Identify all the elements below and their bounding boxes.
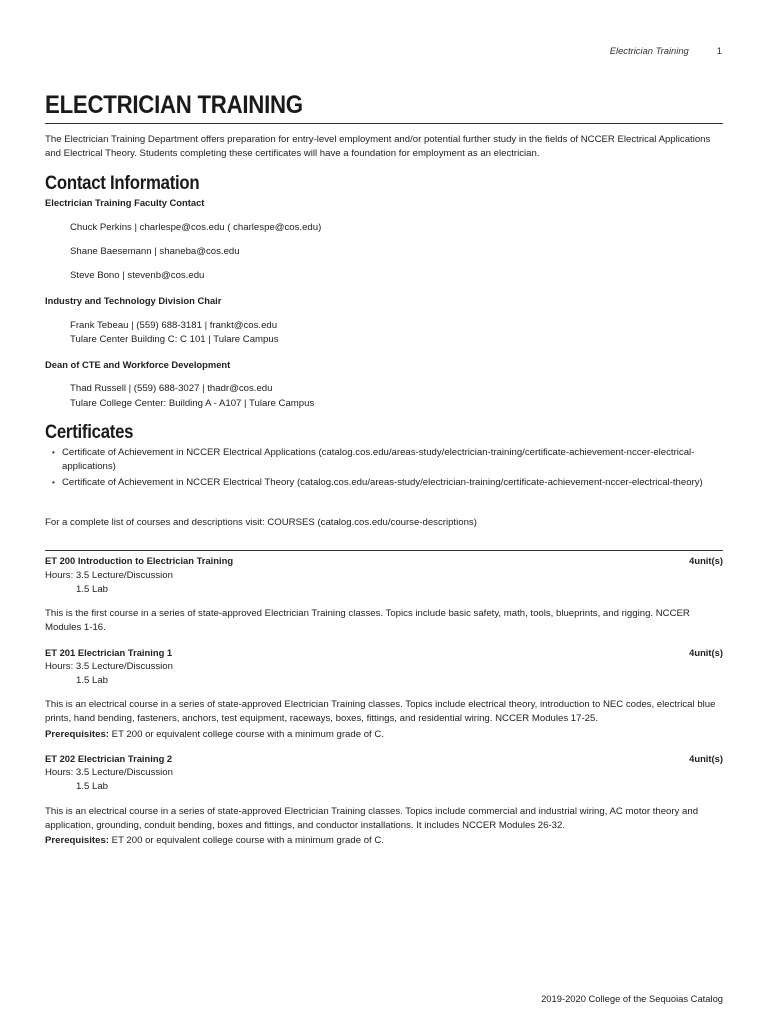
lab-line: 1.5 Lab xyxy=(76,781,109,792)
faculty-contact-2: Shane Baesemann | shaneba@cos.edu xyxy=(70,246,240,257)
course-units: 4unit(s) xyxy=(689,555,723,566)
course-description: This is an electrical course in a series of state-approved Electrician Training classes. Topics include commercial and industrial wiring, AC motor theory and application, grounding, conduit bending, boxes and fittings, and conductor installations. It includes NCCER Modules 26-32. xyxy=(45,806,699,831)
page-number: 1 xyxy=(716,45,722,56)
course-hours xyxy=(45,660,723,688)
certificates-list-wrap xyxy=(45,446,723,492)
hours-line: Hours: 3.5 Lecture/Discussion xyxy=(45,661,173,672)
course-units: 4unit(s) xyxy=(689,753,723,764)
lab-line: 1.5 Lab xyxy=(76,584,109,595)
dean-heading: Dean of CTE and Workforce Development xyxy=(45,359,231,370)
course-title: ET 201 Electrician Training 1 xyxy=(45,647,173,658)
faculty-contact-heading: Electrician Training Faculty Contact xyxy=(45,197,205,208)
title-rule xyxy=(45,123,723,124)
course-prerequisites xyxy=(45,834,723,848)
certificate-link[interactable]: Certificate of Achievement in NCCER Electrical Applications (catalog.cos.edu/areas-study/electrician-training/certificate-achievement-nccer-electrical-applications) xyxy=(62,447,695,472)
bullet-icon: • xyxy=(52,478,55,487)
page-footer: 2019-2020 College of the Sequoias Catalog xyxy=(541,993,723,1004)
division-chair-heading: Industry and Technology Division Chair xyxy=(45,295,222,306)
dean-line-2: Tulare College Center: Building A - A107 | Tulare Campus xyxy=(70,398,315,409)
prerequisites-label: Prerequisites: xyxy=(45,729,109,740)
contact-heading: Contact Information xyxy=(45,172,200,194)
course-description: This is an electrical course in a series of state-approved Electrician Training classes. Topics include electrical theory, introduction to NEC codes, electrical blue prints, hand bending, fasteners, anchors, test equipment, raceways, boxes, fittings, and residential wiring. NCCER Modules 17-25. xyxy=(45,699,716,724)
course-hours xyxy=(45,766,723,794)
course-title: ET 200 Introduction to Electrician Training xyxy=(45,555,234,566)
course-prerequisites xyxy=(45,728,723,742)
certificate-item[interactable] xyxy=(45,446,722,474)
faculty-contact-1: Chuck Perkins | charlespe@cos.edu ( charlespe@cos.edu) xyxy=(70,222,322,233)
courses-note[interactable]: For a complete list of courses and descriptions visit: COURSES (catalog.cos.edu/course-descriptions) xyxy=(45,517,477,528)
prerequisites-text: ET 200 or equivalent college course with a minimum grade of C. xyxy=(109,729,384,740)
faculty-contact-3: Steve Bono | stevenb@cos.edu xyxy=(70,270,205,281)
prerequisites-label: Prerequisites: xyxy=(45,835,109,846)
bullet-icon: • xyxy=(52,448,55,457)
lab-line: 1.5 Lab xyxy=(76,675,109,686)
page-title: ELECTRICIAN TRAINING xyxy=(45,91,303,119)
certificate-item[interactable] xyxy=(45,476,722,490)
division-chair-line-1: Frank Tebeau | (559) 688-3181 | frankt@cos.edu xyxy=(70,320,278,331)
certificates-list xyxy=(45,446,723,490)
hours-line: Hours: 3.5 Lecture/Discussion xyxy=(45,767,173,778)
division-chair-line-2: Tulare Center Building C: C 101 | Tulare Campus xyxy=(70,334,279,345)
course-title: ET 202 Electrician Training 2 xyxy=(45,753,173,764)
course-header xyxy=(45,646,723,660)
running-header-title: Electrician Training xyxy=(609,45,689,56)
course-units: 4unit(s) xyxy=(689,647,723,658)
intro-paragraph: The Electrician Training Department offers preparation for entry-level employment and/or potential further study in the fields of NCCER Electrical Applications and Electrical Theory. Students completing these certificates will have a foundation for employment as an electrician. xyxy=(45,134,711,159)
certificates-heading: Certificates xyxy=(45,421,134,443)
running-header xyxy=(610,44,722,58)
dean-line-1: Thad Russell | (559) 688-3027 | thadr@cos.edu xyxy=(70,383,273,394)
course-header xyxy=(45,554,723,568)
prerequisites-text: ET 200 or equivalent college course with a minimum grade of C. xyxy=(109,835,384,846)
course-hours xyxy=(45,569,723,597)
certificate-link[interactable]: Certificate of Achievement in NCCER Electrical Theory (catalog.cos.edu/areas-study/electrician-training/certificate-achievement-nccer-electrical-theory) xyxy=(62,477,703,488)
course-header xyxy=(45,752,723,766)
hours-line: Hours: 3.5 Lecture/Discussion xyxy=(45,570,173,581)
section-divider xyxy=(45,550,723,551)
course-description: This is the first course in a series of state-approved Electrician Training classes. Topics include basic safety, math, tools, blueprints, and rigging. NCCER Modules 1-16. xyxy=(45,608,690,633)
